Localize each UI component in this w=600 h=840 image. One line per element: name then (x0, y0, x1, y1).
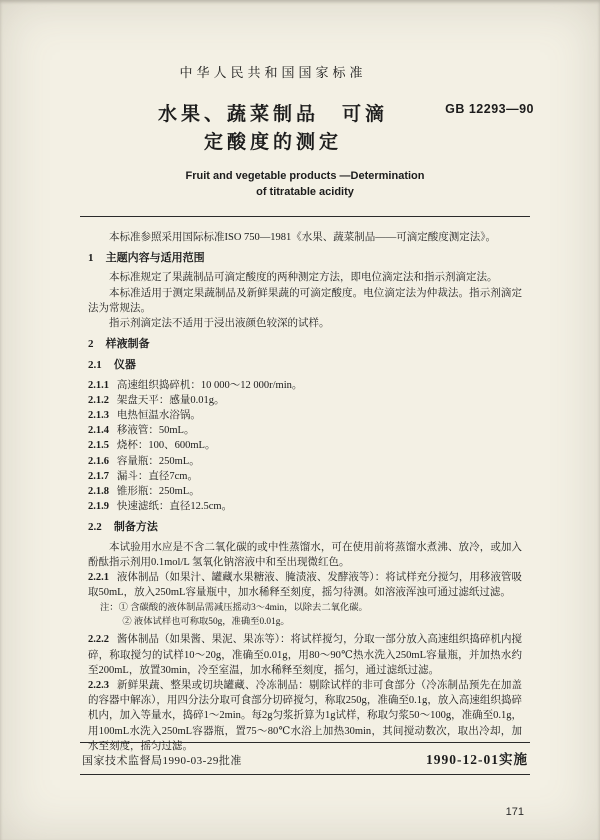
clause-text: 电热恒温水浴锅。 (116, 410, 201, 421)
section-1-number: 1 (88, 252, 94, 265)
clause-2-2-1-text: 液体制品（如果汁、罐藏水果糖液、腌渍液、发酵液等）：将试样充分搅匀，用移液管吸取50mL，放入250mL容量瓶中，加水稀释至刻度，摇匀待测。如溶液浑浊可通过滤纸过滤。 (88, 572, 522, 599)
english-title-line-1: Fruit and vegetable products —Determination (185, 170, 425, 183)
clause-2-2-paragraph: 本试验用水应是不含二氧化碳的或中性蒸馏水，可在使用前将蒸馏水煮沸、放冷，或加入酚酞指示剂用0.1mol/L 氢氧化钠溶液中和至出现微红色。 (88, 541, 522, 568)
intro-paragraph: 本标准参照采用国际标准ISO 750—1981《水果、蔬菜制品——可滴定酸度测定法》。 (109, 231, 497, 243)
document-footer (80, 742, 530, 775)
clause-2-2-2-text: 酱体制品（如果酱、果泥、果冻等）：将试样搅匀，分取一部分放入高速组织捣碎机内搅碎，称取搅匀的试样10～20g，准确至0.01g，用80～90℃热水洗入250mL容量瓶，并加热水约至200mL，放置30min，冷至室温，加水稀释至刻度，摇匀，通过滤纸过滤。 (88, 634, 522, 676)
clause-number: 2.1.1 (88, 379, 109, 391)
english-title (88, 169, 522, 201)
implementation-date: 1990-12-01实施 (426, 752, 528, 767)
clause-text: 烧杯：100、600mL。 (116, 440, 216, 452)
clause-2-1-title: 仪器 (113, 359, 136, 372)
clause-2-2-1-number: 2.2.1 (88, 572, 109, 584)
section-1-para-1: 本标准规定了果蔬制品可滴定酸度的两种测定方法，即电位滴定法和指示剂滴定法。 (109, 272, 498, 284)
section-1-para-2: 本标准适用于测定果蔬制品及新鲜果蔬的可滴定酸度。电位滴定法为仲裁法。指示剂滴定法为常规法。 (88, 287, 522, 314)
section-1-para-3: 指示剂滴定法不适用于浸出液颜色较深的试样。 (109, 317, 330, 329)
clause-number: 2.1.9 (88, 501, 109, 513)
clause-2-2-title: 制备方法 (113, 521, 158, 534)
apparatus-item (88, 393, 522, 408)
clause-2-1-number: 2.1 (88, 359, 102, 372)
clause-text: 容量瓶：250mL。 (116, 455, 200, 467)
note-item-2: ② 液体试样也可称取50g，准确至0.01g。 (122, 616, 290, 627)
title-line-2: 定酸度的测定 (203, 131, 342, 153)
clause-2-1-heading (88, 358, 522, 373)
note-item-1: ① 含碳酸的液体制品需减压摇动3～4min，以除去二氧化碳。 (118, 603, 368, 614)
apparatus-item (88, 423, 522, 438)
section-2-title: 样液制备 (105, 338, 150, 351)
standard-label: 中华人民共和国国家标准 (179, 65, 367, 80)
clause-2-2-2 (88, 632, 522, 678)
clause-text: 锥形瓶：250mL。 (116, 486, 200, 498)
clause-text: 高速组织捣碎机：10 000～12 000r/min。 (116, 379, 303, 391)
note-line-1 (100, 602, 522, 616)
apparatus-item (88, 454, 522, 469)
document-header (88, 62, 534, 201)
page-number: 171 (505, 806, 524, 818)
apparatus-item (88, 499, 522, 514)
clause-number: 2.1.8 (88, 486, 109, 498)
clause-text: 移液管：50mL。 (116, 425, 195, 437)
apparatus-item (88, 484, 522, 499)
apparatus-item (88, 408, 522, 423)
standard-code: GB 12293—90 (445, 102, 534, 116)
clause-text: 架盘天平：感量0.01g。 (116, 394, 225, 406)
apparatus-item (88, 469, 522, 484)
apparatus-item (88, 438, 522, 453)
document-title (88, 101, 458, 156)
clause-number: 2.1.3 (88, 410, 109, 421)
clause-2-2-number: 2.2 (88, 521, 102, 534)
section-2-heading (88, 337, 522, 352)
footer-divider-bottom (80, 774, 530, 775)
clause-text: 漏斗：直径7cm。 (116, 470, 198, 482)
note-label: 注： (100, 603, 119, 614)
apparatus-item (88, 378, 522, 393)
title-block (88, 101, 534, 156)
clause-2-2-heading (88, 520, 522, 535)
clause-number: 2.1.7 (88, 470, 109, 482)
header-divider (80, 216, 530, 217)
section-2-number: 2 (88, 338, 94, 351)
clause-number: 2.1.2 (88, 394, 109, 406)
clause-text: 快速滤纸：直径12.5cm。 (116, 501, 233, 513)
document-body (88, 230, 522, 754)
clause-2-2-3-text: 新鲜果蔬、整果或切块罐藏、冷冻制品：剔除试样的非可食部分（冷冻制品预先在加盖的容器中解冻），用四分法分取可食部分切碎搅匀，称取250g，准确至0.1g，放入高速组织捣碎机内，加入等量水，捣碎1～2min。每2g匀浆折算为1g试样，称取匀浆50～100g，准确至0.1g，用100mL水洗入250mL容器瓶，置75～80℃水浴上加热30min，其间搅动数次，取出冷却，加水至刻度，摇匀过滤。 (88, 680, 522, 752)
clause-number: 2.1.5 (88, 440, 109, 452)
section-1-heading (88, 251, 522, 266)
clause-2-2-3-number: 2.2.3 (88, 680, 109, 692)
english-title-line-2: of titratable acidity (256, 186, 354, 199)
approval-text: 国家技术监督局1990-03-29批准 (82, 755, 242, 767)
footer-row (80, 743, 530, 774)
title-line-1: 水果、蔬菜制品 可滴 (157, 104, 388, 125)
section-1-title: 主题内容与适用范围 (105, 252, 205, 265)
clause-number: 2.1.4 (88, 425, 109, 437)
clause-2-2-2-number: 2.2.2 (88, 634, 109, 646)
clause-number: 2.1.6 (88, 455, 109, 467)
note-block (100, 602, 522, 629)
clause-2-2-1 (88, 570, 522, 600)
